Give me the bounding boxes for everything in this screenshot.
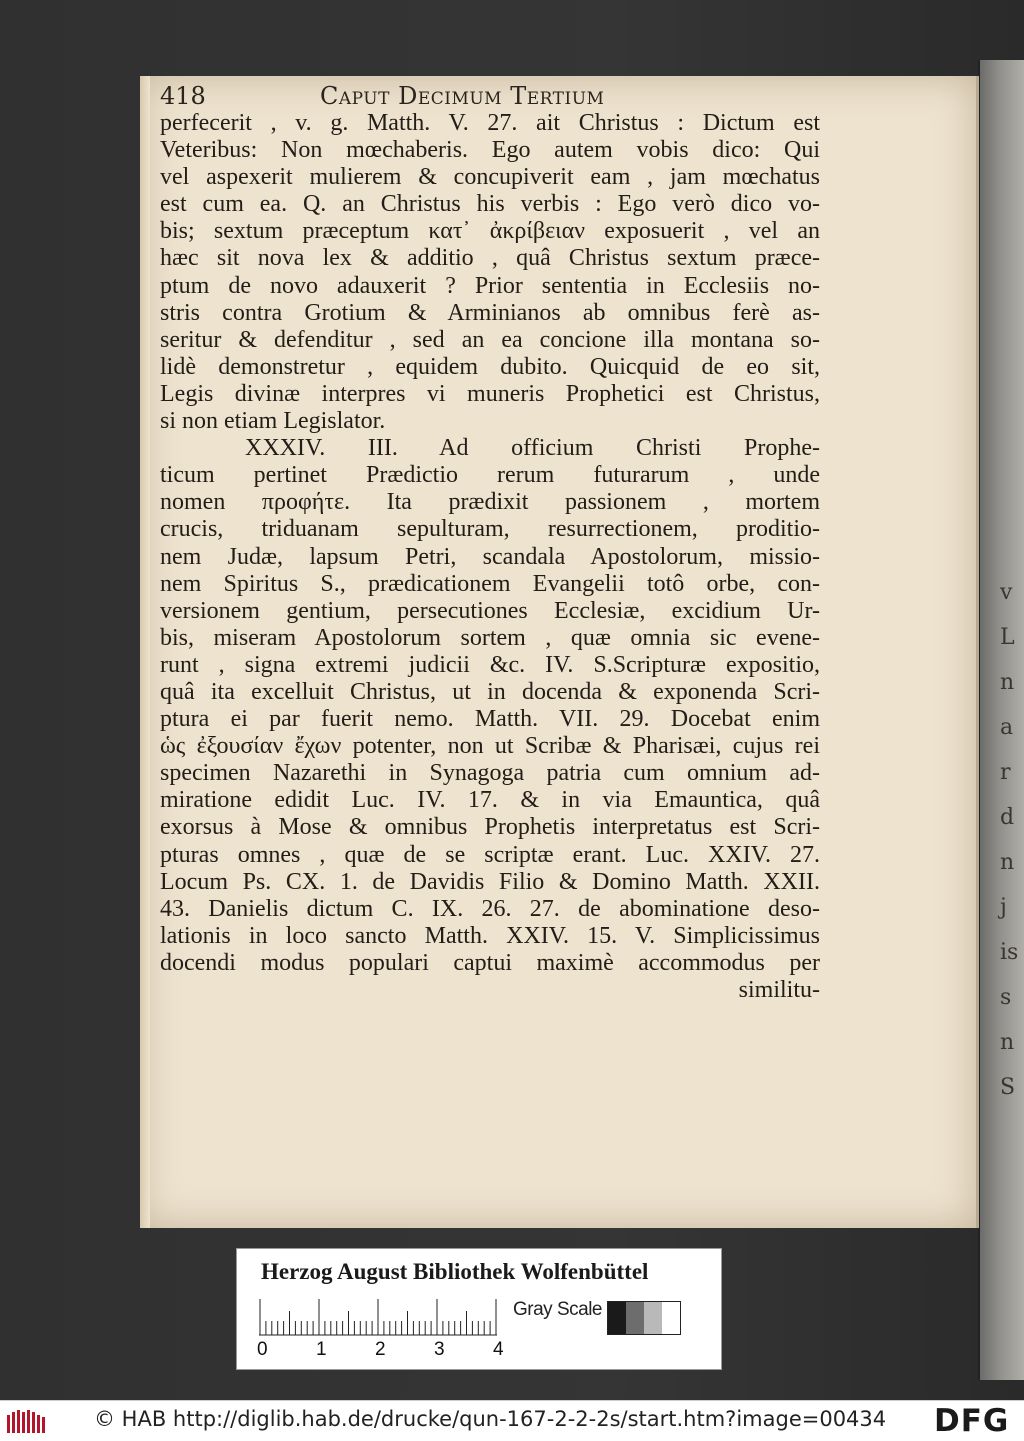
text-line: Locum Ps. CX. 1. de Davidis Filio & Domino Matth. XXII.	[160, 868, 820, 895]
adjacent-page-fragment: s	[1000, 985, 1012, 1010]
text-line: docendi modus populari captui maximè accommodus per	[160, 949, 820, 976]
text-line: ὡς ἐξουσίαν ἔχων potenter, non ut Scribæ & Pharisæi, cujus rei	[160, 733, 820, 760]
text-line: stris contra Grotium & Arminianos ab omnibus ferè as-	[160, 299, 820, 326]
text-line: specimen Nazarethi in Synagoga patria cum omnium ad-	[160, 760, 820, 787]
page-text	[160, 110, 820, 1004]
text-line: est cum ea. Q. an Christus his verbis : Ego verò dico vo-	[160, 191, 820, 218]
text-line: nem Judæ, lapsum Petri, scandala Apostolorum, missio-	[160, 543, 820, 570]
text-line: ptura ei par fuerit nemo. Matth. VII. 29. Docebat enim	[160, 706, 820, 733]
scale-number: 1	[316, 1339, 327, 1360]
copyright-url[interactable]: © HAB http://diglib.hab.de/drucke/qun-167-2-2-2s/start.htm?image=00434	[94, 1407, 887, 1431]
gray-scale-patches	[607, 1301, 681, 1335]
gray-patch	[644, 1302, 662, 1334]
gray-scale-label: Gray Scale	[513, 1299, 602, 1320]
text-line: ticum pertinet Prædictio rerum futurarum , unde	[160, 462, 820, 489]
scale-number: 3	[434, 1339, 445, 1360]
adjacent-page-fragment: S	[1000, 1075, 1016, 1100]
institution-name: Herzog August Bibliothek Wolfenbüttel	[261, 1259, 649, 1284]
text-line: similitu-	[738, 977, 820, 1003]
text-line: runt , signa extremi judicii &c. IV. S.Scripturæ expositio,	[160, 651, 820, 678]
viewer-footer	[0, 1400, 1024, 1441]
scale-ruler	[259, 1297, 499, 1337]
scale-number: 4	[493, 1339, 504, 1360]
text-line: pturas omnes , quæ de se scriptæ erant. Luc. XXIV. 27.	[160, 841, 820, 868]
text-line: exorsus à Mose & omnibus Prophetis interpretatus est Scri-	[160, 814, 820, 841]
text-line: perfecerit , v. g. Matth. V. 27. ait Christus : Dictum est	[160, 110, 820, 136]
text-line: crucis, triduanam sepulturam, resurrectionem, proditio-	[160, 516, 820, 543]
text-line: seritur & defenditur , sed an ea concione illa montana so-	[160, 326, 820, 353]
scale-numbers	[257, 1339, 507, 1363]
text-line: bis, miseram Apostolorum sortem , quæ omnia sic evene-	[160, 624, 820, 651]
color-calibration-bar	[236, 1248, 722, 1370]
dfg-logo: DFG	[934, 1403, 1010, 1439]
text-line: vel aspexerit mulierem & concupiverit eam , jam mœchatus	[160, 164, 820, 191]
text-line: miratione edidit Luc. IV. 17. & in via Emauntica, quâ	[160, 787, 820, 814]
text-line: lationis in loco sancto Matth. XXIV. 15. V. Simplicissimus	[160, 922, 820, 949]
text-line: lidè demonstretur , equidem dubito. Quicquid de eo sit,	[160, 353, 820, 380]
text-line: Legis divinæ interpres vi muneris Prophetici est Christus,	[160, 380, 820, 407]
text-line: ptum de novo adauxerit ? Prior sententia in Ecclesiis no-	[160, 272, 820, 299]
hab-logo-icon	[6, 1409, 46, 1435]
gray-patch	[662, 1302, 680, 1334]
text-line: bis; sextum præceptum κατ᾽ ἀκρίβειαν exposuerit , vel an	[160, 218, 820, 245]
running-title: Caput Decimum Tertium	[320, 82, 605, 110]
text-line: nomen προφήτε. Ita prædixit passionem , mortem	[160, 489, 820, 516]
text-line: nem Spiritus S., prædicationem Evangelii totô orbe, con-	[160, 570, 820, 597]
page-number: 418	[160, 82, 206, 110]
scale-number: 2	[375, 1339, 386, 1360]
adjacent-page-edge	[978, 60, 1024, 1380]
adjacent-page-fragment: n	[1000, 670, 1015, 695]
text-line: quâ ita excelluit Christus, ut in docenda & exponenda Scri-	[160, 678, 820, 705]
text-line: si non etiam Legislator.	[160, 408, 386, 435]
gray-patch	[626, 1302, 644, 1334]
text-line: 43. Danielis dictum C. IX. 26. 27. de abominatione deso-	[160, 895, 820, 922]
running-head	[160, 82, 790, 110]
text-line: XXXIV. III. Ad officium Christi Prophe-	[245, 435, 820, 462]
adjacent-page-fragment: d	[1000, 805, 1015, 830]
text-line: versionem gentium, persecutiones Ecclesiæ, excidium Ur-	[160, 597, 820, 624]
text-line: hæc sit nova lex & additio , quâ Christus sextum præce-	[160, 245, 820, 272]
scale-number: 0	[257, 1339, 268, 1360]
text-line: Veteribus: Non mœchaberis. Ego autem vobis dico: Qui	[160, 137, 820, 164]
adjacent-page-fragment: n	[1000, 1030, 1015, 1055]
adjacent-page-fragment: j	[1000, 895, 1007, 920]
adjacent-page-fragment: L	[1000, 625, 1015, 650]
adjacent-page-fragment: v	[1000, 580, 1013, 605]
adjacent-page-fragment: is	[1000, 940, 1019, 965]
adjacent-page-fragment: a	[1000, 715, 1014, 740]
adjacent-page-fragment: n	[1000, 850, 1015, 875]
gray-patch	[608, 1302, 626, 1334]
adjacent-page-fragment: r	[1000, 760, 1011, 785]
